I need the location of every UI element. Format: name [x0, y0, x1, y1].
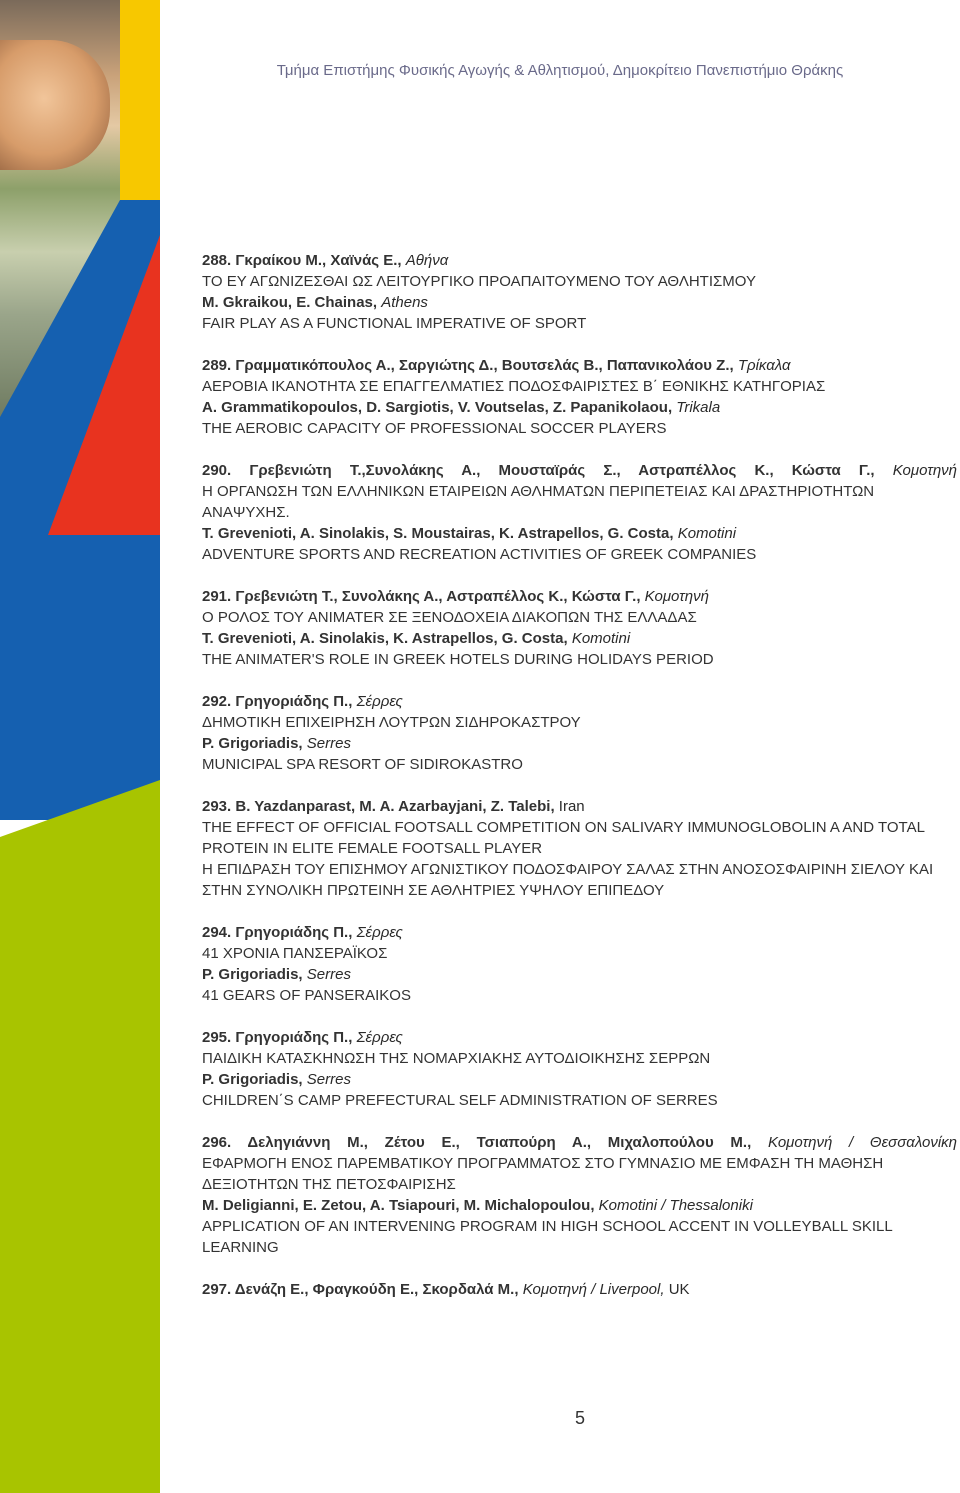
list-item — [202, 250, 957, 334]
list-item — [202, 922, 957, 1006]
list-item — [202, 1132, 957, 1258]
entry-title-gr: ΔΗΜΟΤΙΚΗ ΕΠΙΧΕΙΡΗΣΗ ΛΟΥΤΡΩΝ ΣΙΔΗΡΟΚΑΣΤΡΟΥ — [202, 714, 581, 731]
entry-title-en: ADVENTURE SPORTS AND RECREATION ACTIVITIES OF GREEK COMPANIES — [202, 546, 757, 563]
entry-title-en: APPLICATION OF AN INTERVENING PROGRAM IN HIGH SCHOOL ACCENT IN VOLLEYBALL SKILL LEARNING — [202, 1218, 893, 1256]
entry-authors-en: P. Grigoriadis, Serres — [202, 966, 351, 983]
entry-authors-gr: 295. Γρηγοριάδης Π., Σέρρες — [202, 1029, 403, 1046]
list-item — [202, 355, 957, 439]
list-item — [202, 1027, 957, 1111]
entry-authors-en: P. Grigoriadis, Serres — [202, 1071, 351, 1088]
list-item — [202, 691, 957, 775]
entry-authors-gr: 292. Γρηγοριάδης Π., Σέρρες — [202, 693, 403, 710]
entry-authors-gr: 297. Δενάζη Ε., Φραγκούδη Ε., Σκορδαλά Μ., Κομοτηνή / Liverpool, UK — [202, 1281, 690, 1298]
entry-authors-gr: 289. Γραμματικόπουλος Α., Σαργιώτης Δ., Βουτσελάς Β., Παπανικολάου Ζ., Τρίκαλα — [202, 357, 791, 374]
abstract-list — [202, 250, 957, 1321]
entry-title-gr: Ο ΡΟΛΟΣ ΤΟΥ ANIMATER ΣΕ ΞΕΝΟΔΟΧΕΙΑ ΔΙΑΚΟΠΩΝ ΤΗΣ ΕΛΛΑΔΑΣ — [202, 609, 697, 626]
page-number: 5 — [574, 1408, 585, 1428]
entry-authors-en: M. Deligianni, E. Zetou, A. Tsiapouri, M. Michalopoulou, Komotini / Thessaloniki — [202, 1197, 753, 1214]
entry-title-gr: Η ΕΠΙΔΡΑΣΗ ΤΟΥ ΕΠΙΣΗΜΟΥ ΑΓΩΝΙΣΤΙΚΟΥ ΠΟΔΟΣΦΑΙΡΟΥ ΣΑΛΑΣ ΣΤΗΝ ΑΝΟΣΟΣΦΑΙΡΙΝΗ ΣΙΕΛΟΥ ΚΑΙ ΣΤΗΝ ΣΥΝΟΛΙΚΗ ΠΡΩΤΕΙΝΗ ΣΕ ΑΘΛΗΤΡΙΕΣ ΥΨΗΛΟΥ ΕΠΙΠΕΔΟΥ — [202, 861, 934, 899]
entry-title-en: MUNICIPAL SPA RESORT OF SIDIROKASTRO — [202, 756, 523, 773]
entry-title-gr: ΕΦΑΡΜΟΓΗ ΕΝΟΣ ΠΑΡΕΜΒΑΤΙΚΟΥ ΠΡΟΓΡΑΜΜΑΤΟΣ ΣΤΟ ΓΥΜΝΑΣΙΟ ΜΕ ΕΜΦΑΣΗ ΤΗ ΜΑΘΗΣΗ ΔΕΞΙΟΤΗΤΩΝ ΤΗΣ ΠΕΤΟΣΦΑΙΡΙΣΗΣ — [202, 1155, 884, 1193]
entry-title-en: THE AEROBIC CAPACITY OF PROFESSIONAL SOCCER PLAYERS — [202, 420, 667, 437]
entry-title-gr: ΠΑΙΔΙΚΗ ΚΑΤΑΣΚΗΝΩΣΗ ΤΗΣ ΝΟΜΑΡΧΙΑΚΗΣ ΑΥΤΟΔΙΟΙΚΗΣΗΣ ΣΕΡΡΩΝ — [202, 1050, 711, 1067]
entry-authors-en: T. Grevenioti, A. Sinolakis, S. Moustairas, K. Astrapellos, G. Costa, Komotini — [202, 525, 737, 542]
list-item — [202, 460, 957, 565]
list-item — [202, 796, 957, 901]
entry-authors: 293. B. Yazdanparast, M. A. Azarbayjani, Z. Talebi, Iran — [202, 798, 585, 815]
entry-authors-gr: 291. Γρεβενιώτη Τ., Συνολάκης Α., Αστραπέλλος Κ., Κώστα Γ., Κομοτηνή — [202, 588, 709, 605]
entry-authors-gr: 296. Δεληγιάννη Μ., Ζέτου Ε., Τσιαπούρη Α., Μιχαλοπούλου Μ., Κομοτηνή / Θεσσαλονίκη — [202, 1134, 958, 1151]
yellow-band — [120, 0, 160, 200]
entry-authors-en: P. Grigoriadis, Serres — [202, 735, 351, 752]
entry-title-en: THE ANIMATER'S ROLE IN GREEK HOTELS DURING HOLIDAYS PERIOD — [202, 651, 714, 668]
entry-authors-en: T. Grevenioti, A. Sinolakis, K. Astrapellos, G. Costa, Komotini — [202, 630, 631, 647]
entry-authors-en: A. Grammatikopoulos, D. Sargiotis, V. Voutselas, Z. Papanikolaou, Trikala — [202, 399, 721, 416]
entry-title-gr: ΤΟ ΕΥ ΑΓΩΝΙΖΕΣΘΑΙ ΩΣ ΛΕΙΤΟΥΡΓΙΚΟ ΠΡΟΑΠΑΙΤΟΥΜΕΝΟ ΤΟΥ ΑΘΛΗΤΙΣΜΟΥ — [202, 273, 756, 290]
list-item — [202, 586, 957, 670]
entry-title-en: CHILDREN΄S CAMP PREFECTURAL SELF ADMINISTRATION OF SERRES — [202, 1092, 718, 1109]
entry-authors-gr: 290. Γρεβενιώτη Τ.,Συνολάκης Α., Μουσταϊράς Σ., Αστραπέλλος Κ., Κώστα Γ., Κομοτηνή — [202, 462, 958, 479]
list-item — [202, 1279, 957, 1300]
entry-title-en: THE EFFECT OF OFFICIAL FOOTSALL COMPETITION ON SALIVARY IMMUNOGLOBOLIN A AND TOTAL PROTEIN IN ELITE FEMALE FOOTSALL PLAYER — [202, 819, 925, 857]
entry-title-gr: Η ΟΡΓΑΝΩΣΗ ΤΩΝ ΕΛΛΗΝΙΚΩΝ ΕΤΑΙΡΕΙΩΝ ΑΘΛΗΜΑΤΩΝ ΠΕΡΙΠΕΤΕΙΑΣ ΚΑΙ ΔΡΑΣΤΗΡΙΟΤΗΤΩΝ ΑΝΑΨΥΧΗΣ. — [202, 483, 875, 521]
entry-authors-en: M. Gkraikou, E. Chainas, Athens — [202, 294, 428, 311]
photo-child-face — [0, 40, 110, 170]
page-header: Τμήμα Επιστήμης Φυσικής Αγωγής & Αθλητισμού, Δημοκρίτειο Πανεπιστήμιο Θράκης — [276, 62, 844, 79]
entry-title-en: FAIR PLAY AS A FUNCTIONAL IMPERATIVE OF SPORT — [202, 315, 587, 332]
entry-title-gr: ΑΕΡΟΒΙΑ ΙΚΑΝΟΤΗΤΑ ΣΕ ΕΠΑΓΓΕΛΜΑΤΙΕΣ ΠΟΔΟΣΦΑΙΡΙΣΤΕΣ Β΄ ΕΘΝΙΚΗΣ ΚΑΤΗΓΟΡΙΑΣ — [202, 378, 826, 395]
entry-authors-gr: 288. Γκραίκου Μ., Χαϊνάς Ε., Αθήνα — [202, 252, 449, 269]
entry-title-en: 41 GEARS OF PANSERAIKOS — [202, 987, 411, 1004]
decorative-strip — [0, 0, 160, 1493]
entry-title-gr: 41 ΧΡΟΝΙΑ ΠΑΝΣΕΡΑΪΚΟΣ — [202, 945, 388, 962]
green-band — [0, 780, 160, 1493]
entry-authors-gr: 294. Γρηγοριάδης Π., Σέρρες — [202, 924, 403, 941]
